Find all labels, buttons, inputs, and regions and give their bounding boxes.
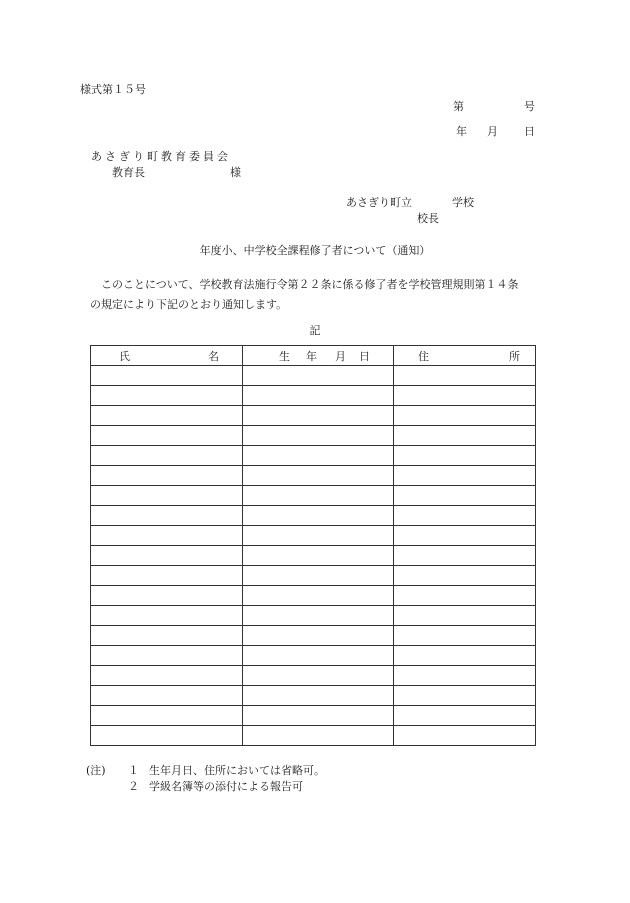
header-name-char-2: 名 xyxy=(208,350,219,363)
name-cell xyxy=(91,586,243,606)
name-cell xyxy=(91,606,243,626)
document-subject: 年度小、中学校全課程修了者について（通知） xyxy=(199,244,431,257)
birthdate-cell xyxy=(243,726,394,746)
birthdate-cell xyxy=(243,606,394,626)
birthdate-cell xyxy=(243,706,394,726)
name-cell xyxy=(91,526,243,546)
name-cell xyxy=(91,666,243,686)
reference-number-suffix: 号 xyxy=(524,100,535,113)
table-row xyxy=(91,646,536,666)
recipient-title: 教育長 xyxy=(112,166,145,179)
birthdate-cell xyxy=(243,386,394,406)
address-cell xyxy=(394,446,536,466)
recipient-honorific: 様 xyxy=(230,166,241,179)
note-2-text: 学級名簿等の添付による報告可 xyxy=(149,780,303,793)
table-header-row xyxy=(91,346,536,366)
date-year-label: 年 xyxy=(456,125,467,138)
table-row xyxy=(91,386,536,406)
note-1-text: 生年月日、住所においては省略可。 xyxy=(149,764,325,777)
address-cell xyxy=(394,706,536,726)
name-cell xyxy=(91,446,243,466)
address-cell xyxy=(394,646,536,666)
table-row xyxy=(91,566,536,586)
birthdate-cell xyxy=(243,426,394,446)
address-cell xyxy=(394,506,536,526)
name-cell xyxy=(91,486,243,506)
header-birth-char-4: 日 xyxy=(359,350,370,363)
table-row xyxy=(91,686,536,706)
table-row xyxy=(91,506,536,526)
birthdate-cell xyxy=(243,686,394,706)
note-1-number: １ xyxy=(128,764,139,777)
sender-principal: 校長 xyxy=(417,212,439,225)
name-cell xyxy=(91,726,243,746)
name-cell xyxy=(91,706,243,726)
table-row xyxy=(91,626,536,646)
table-row xyxy=(91,666,536,686)
address-cell xyxy=(394,626,536,646)
address-cell xyxy=(394,426,536,446)
birthdate-cell xyxy=(243,366,394,386)
form-number: 様式第１５号 xyxy=(80,83,146,96)
address-cell xyxy=(394,686,536,706)
birthdate-cell xyxy=(243,626,394,646)
header-name xyxy=(91,346,243,366)
birthdate-cell xyxy=(243,446,394,466)
birthdate-cell xyxy=(243,526,394,546)
birthdate-cell xyxy=(243,566,394,586)
name-cell xyxy=(91,506,243,526)
graduates-table xyxy=(90,345,536,746)
address-cell xyxy=(394,486,536,506)
birthdate-cell xyxy=(243,486,394,506)
body-line-2: の規定により下記のとおり通知します。 xyxy=(90,298,288,311)
table-row xyxy=(91,486,536,506)
name-cell xyxy=(91,626,243,646)
name-cell xyxy=(91,426,243,446)
birthdate-cell xyxy=(243,406,394,426)
address-cell xyxy=(394,366,536,386)
birthdate-cell xyxy=(243,546,394,566)
birthdate-cell xyxy=(243,646,394,666)
name-cell xyxy=(91,686,243,706)
address-cell xyxy=(394,606,536,626)
table-row xyxy=(91,426,536,446)
body-line-1: このことについて、学校教育法施行令第２２条に係る修了者を学校管理規則第１４条 xyxy=(101,278,519,291)
name-cell xyxy=(91,546,243,566)
reference-number-prefix: 第 xyxy=(453,100,464,113)
birthdate-cell xyxy=(243,666,394,686)
table-row xyxy=(91,406,536,426)
table-row xyxy=(91,706,536,726)
address-cell xyxy=(394,726,536,746)
birthdate-cell xyxy=(243,466,394,486)
body-paragraph xyxy=(90,275,556,315)
table-row xyxy=(91,586,536,606)
table-row xyxy=(91,366,536,386)
table-row xyxy=(91,546,536,566)
notes-label: (注) xyxy=(86,764,106,777)
name-cell xyxy=(91,366,243,386)
sender-school-suffix: 学校 xyxy=(452,196,474,209)
name-cell xyxy=(91,386,243,406)
birthdate-cell xyxy=(243,506,394,526)
birthdate-cell xyxy=(243,586,394,606)
table-row xyxy=(91,446,536,466)
address-cell xyxy=(394,586,536,606)
header-birth-char-2: 年 xyxy=(306,350,317,363)
address-cell xyxy=(394,566,536,586)
sender-school-prefix: あさぎり町立 xyxy=(346,196,412,209)
name-cell xyxy=(91,566,243,586)
name-cell xyxy=(91,646,243,666)
table-row xyxy=(91,466,536,486)
address-cell xyxy=(394,386,536,406)
header-name-char-1: 氏 xyxy=(119,350,130,363)
date-month-label: 月 xyxy=(487,125,498,138)
address-cell xyxy=(394,466,536,486)
ki-heading: 記 xyxy=(309,324,321,337)
address-cell xyxy=(394,406,536,426)
header-address-char-2: 所 xyxy=(509,350,520,363)
table-row xyxy=(91,526,536,546)
address-cell xyxy=(394,666,536,686)
address-cell xyxy=(394,546,536,566)
table-row xyxy=(91,726,536,746)
header-address-char-1: 住 xyxy=(418,350,429,363)
note-2-number: ２ xyxy=(128,780,139,793)
header-birthdate xyxy=(243,346,394,366)
header-birth-char-1: 生 xyxy=(279,350,290,363)
address-cell xyxy=(394,526,536,546)
table-row xyxy=(91,606,536,626)
header-address xyxy=(394,346,536,366)
name-cell xyxy=(91,466,243,486)
date-day-label: 日 xyxy=(524,125,535,138)
name-cell xyxy=(91,406,243,426)
table-body xyxy=(91,366,536,746)
recipient-organization: あさぎり町教育委員会 xyxy=(91,150,231,163)
header-birth-char-3: 月 xyxy=(335,350,346,363)
